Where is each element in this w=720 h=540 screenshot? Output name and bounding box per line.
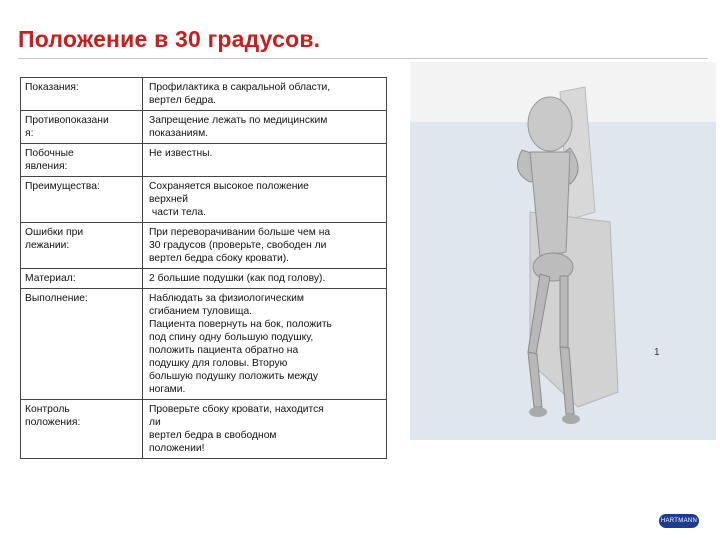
table-row (21, 144, 387, 177)
table-row (21, 177, 387, 223)
row-label-line: лежании: (25, 240, 70, 251)
figure-mark: 1 (654, 347, 660, 358)
row-value-line: 2 большие подушки (как под голову). (149, 273, 326, 284)
mannequin-illustration (410, 62, 716, 440)
row-value (143, 78, 387, 111)
row-value-line: верхней (149, 194, 189, 205)
table-row (21, 111, 387, 144)
row-label-line: положения: (25, 417, 81, 428)
table-row (21, 289, 387, 400)
row-label-line: я: (25, 128, 34, 139)
row-value-line: части тела. (149, 207, 207, 218)
slide-title: Положение в 30 градусов. (18, 26, 321, 52)
hartmann-logo: HARTMANN (659, 514, 699, 528)
row-value-line: положить пациента обратно на (149, 345, 299, 356)
row-label (21, 400, 143, 459)
row-value-line: При переворачивании больше чем на (149, 227, 331, 238)
row-label-line: Противопоказани (25, 115, 109, 126)
row-value-line: вертел бедра сбоку кровати). (149, 253, 290, 264)
row-value-line: Проверьте сбоку кровати, находится (149, 404, 324, 415)
table-row (21, 78, 387, 111)
row-label (21, 111, 143, 144)
row-value-line: Запрещение лежать по медицинским (149, 115, 328, 126)
row-label-line: явления: (25, 161, 68, 172)
row-label-line: Ошибки при (25, 227, 84, 238)
row-value (143, 144, 387, 177)
row-label: Преимущества: (21, 177, 143, 223)
table-row (21, 400, 387, 459)
row-value (143, 269, 387, 289)
row-value (143, 289, 387, 400)
row-label: Выполнение: (21, 289, 143, 400)
row-value-line: Пациента повернуть на бок, положить (149, 319, 332, 330)
positioning-info-table (20, 77, 387, 459)
row-value-line: вертел бедра в свободном (149, 430, 277, 441)
row-value-line: большую подушку положить между (149, 371, 319, 382)
row-value-line: Профилактика в сакральной области, (149, 82, 331, 93)
row-label-line: Побочные (25, 148, 74, 159)
row-label-line: Контроль (25, 404, 70, 415)
row-value-line: Наблюдать за физиологическим (149, 293, 304, 304)
row-label (21, 144, 143, 177)
row-value-line: показаниям. (149, 128, 209, 139)
row-value-line: Сохраняется высокое положение (149, 181, 309, 192)
row-value-line: под спину одну большую подушку, (149, 332, 314, 343)
row-value-line: Не известны. (149, 148, 213, 159)
row-label: Материал: (21, 269, 143, 289)
table-row (21, 223, 387, 269)
row-value-line: положении! (149, 443, 205, 454)
row-value-line: сгибанием туловища. (149, 306, 253, 317)
row-value-line: ногами. (149, 384, 186, 395)
row-value (143, 223, 387, 269)
table-row (21, 269, 387, 289)
row-value-line: вертел бедра. (149, 95, 217, 106)
row-value-line: подушку для головы. Вторую (149, 358, 288, 369)
title-divider (18, 58, 708, 59)
row-value (143, 400, 387, 459)
row-value (143, 177, 387, 223)
row-value-line: ли (149, 417, 161, 428)
row-value-line: 30 градусов (проверьте, свободен ли (149, 240, 327, 251)
row-label (21, 223, 143, 269)
row-label: Показания: (21, 78, 143, 111)
positioning-figure (410, 62, 716, 440)
row-value (143, 111, 387, 144)
